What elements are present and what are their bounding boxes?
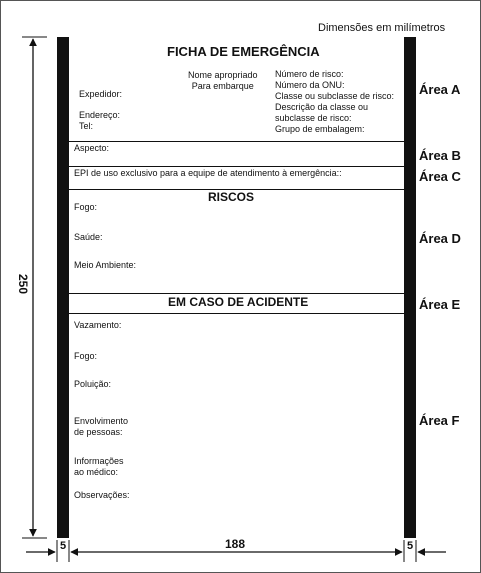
accident-medical-label: Informações ao médico: [74, 456, 124, 477]
accident-observations-label: Observações: [74, 490, 130, 500]
accident-pollution-label: Poluição: [74, 379, 112, 389]
risk-fire-label: Fogo: [74, 202, 98, 212]
risk-info-labels: Número de risco: Número da ONU: Classe ou subclasse de risco: Descrição da classe ou subclasse de risco: Grupo de embalagem: [275, 69, 395, 134]
proper-name-label: Nome apropriado Para embarque [188, 70, 258, 91]
shipper-label: Expedidor: [79, 89, 123, 99]
accident-people-label: Envolvimento de pessoas: [74, 416, 129, 437]
accident-leak-label: Vazamento: [74, 320, 122, 330]
area-d-label: Área D [419, 231, 461, 246]
height-value: 250 [16, 274, 30, 295]
accident-fire-label: Fogo: [74, 351, 98, 361]
risks-heading: RISCOS [208, 190, 255, 204]
area-b-label: Área B [419, 148, 461, 163]
area-e-label: Área E [419, 297, 461, 312]
accident-heading: EM CASO DE ACIDENTE [168, 295, 309, 309]
risk-health-label: Saúde: [74, 232, 103, 242]
area-a-label: Área A [419, 82, 461, 97]
dimensions-note: Dimensões em milímetros [318, 22, 446, 34]
form-title: FICHA DE EMERGÊNCIA [167, 44, 320, 59]
risk-environment-label: Meio Ambiente: [74, 260, 137, 270]
width-value: 188 [225, 537, 246, 551]
right-margin-value: 5 [407, 540, 414, 552]
aspect-label: Aspecto: [74, 143, 110, 153]
area-c-label: Área C [419, 169, 461, 184]
left-margin-value: 5 [60, 540, 67, 552]
epi-label: EPI de uso exclusivo para a equipe de atendimento à emergência:: [74, 168, 342, 178]
area-f-label: Área F [419, 413, 460, 428]
address-label: Endereço: Tel: [79, 110, 121, 131]
